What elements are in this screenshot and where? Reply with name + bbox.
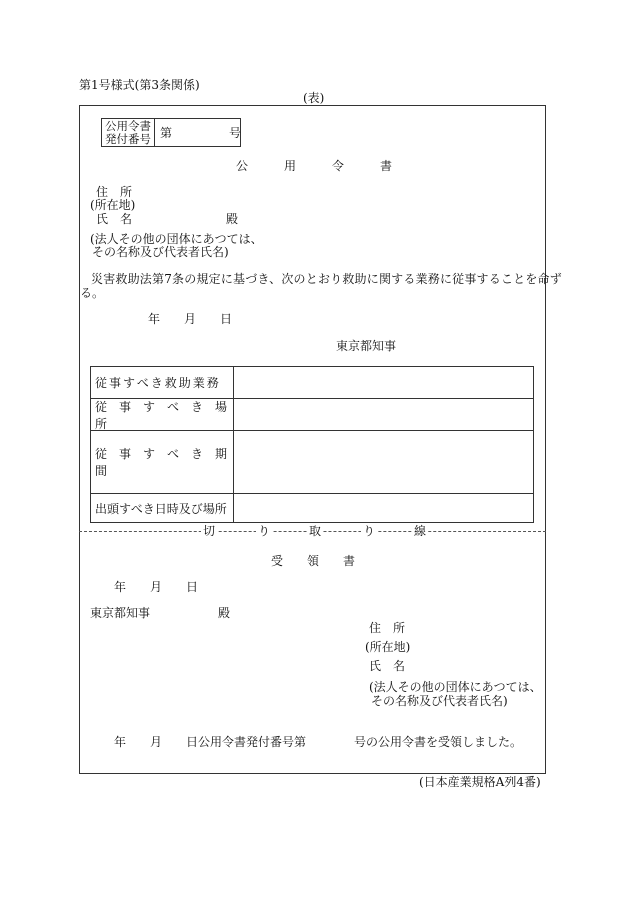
order-number-label <box>102 119 155 146</box>
receipt-addressee: 東京都知事 <box>90 606 151 620</box>
order-number-box <box>101 118 241 147</box>
location-label: (所在地) <box>90 198 136 212</box>
form-number: 第1号様式(第3条関係) <box>79 78 200 92</box>
corporation-note-line2: その名称及び代表者氏名) <box>92 245 229 259</box>
cut-line-char: り <box>363 524 376 538</box>
duty-header-appearance <box>91 494 234 522</box>
table-row <box>91 431 533 494</box>
table-row <box>91 494 533 522</box>
receipt-title: 受 領 書 <box>271 554 356 568</box>
receipt-name-label: 氏 名 <box>369 659 406 673</box>
cut-line-char: 線 <box>414 524 427 538</box>
order-body-text-cont: る。 <box>80 286 105 300</box>
order-date: 年 月 日 <box>148 312 233 326</box>
receipt-address-label: 住 所 <box>369 621 406 635</box>
cut-line-char: 切 <box>203 524 216 538</box>
receipt-corporation-note-line1: (法人その他の団体にあつては、 <box>369 680 542 694</box>
duty-header-task-text: 従事すべき救助業務 <box>95 376 221 390</box>
order-body-text: 災害救助法第7条の規定に基づき、次のとおり救助に関する業務に従事することを命ず <box>91 272 562 286</box>
duty-header-period <box>91 431 240 493</box>
order-number-label-line1: 公用令書 <box>105 119 151 133</box>
paper-size-note: (日本産業規格A列4番) <box>419 775 541 789</box>
receipt-date: 年 月 日 <box>114 580 199 594</box>
order-number-label-line2: 発付番号 <box>105 132 151 146</box>
order-number-suffix: 号 <box>229 126 242 140</box>
receipt-corporation-note-line2: その名称及び代表者氏名) <box>371 694 508 708</box>
address-label: 住 所 <box>96 185 133 199</box>
duty-table <box>90 366 534 523</box>
receipt-honorific: 殿 <box>218 606 231 620</box>
order-title: 公 用 令 書 <box>236 159 393 173</box>
front-side-label: (表) <box>303 91 325 105</box>
duty-header-appearance-text: 出頭すべき日時及び場所 <box>95 501 227 516</box>
duty-header-task <box>91 367 234 398</box>
corporation-note-line1: (法人その他の団体にあつては、 <box>90 232 263 246</box>
duty-header-place-text: 従 事 す べ き 場 所 <box>95 399 240 431</box>
issuer-name: 東京都知事 <box>336 339 397 353</box>
receipt-location-label: (所在地) <box>365 640 411 654</box>
receipt-statement: 年 月 日公用令書発付番号第 号の公用令書を受領しました。 <box>114 735 523 749</box>
honorific-label: 殿 <box>226 212 239 226</box>
duty-header-period-text: 従 事 す べ き 期 間 <box>95 447 240 478</box>
duty-header-place <box>91 399 240 431</box>
name-label: 氏 名 <box>96 212 133 226</box>
table-row <box>91 367 533 399</box>
cut-line-char: り <box>258 524 271 538</box>
table-row <box>91 399 533 431</box>
order-number-prefix: 第 <box>160 126 173 140</box>
cut-line-char: 取 <box>309 524 322 538</box>
